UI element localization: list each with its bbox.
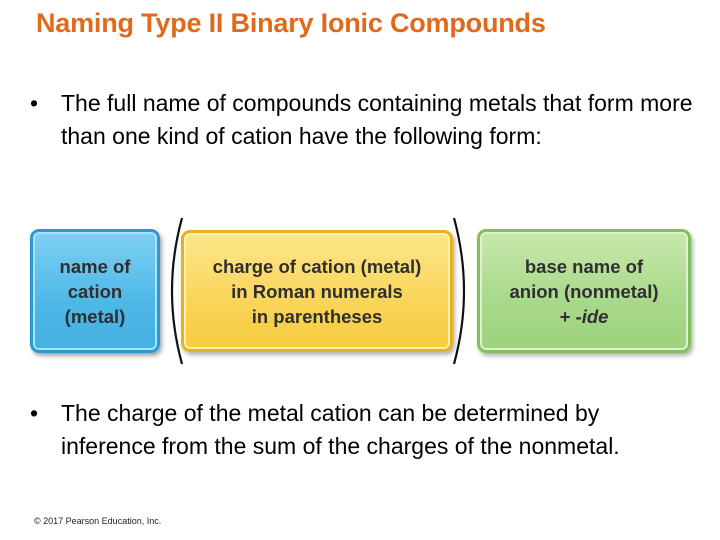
box-line: in Roman numerals	[231, 280, 403, 302]
box-line: cation	[67, 280, 123, 302]
bullet-marker: •	[30, 90, 39, 116]
box-line: name of	[59, 255, 131, 277]
box-line-suffix	[509, 304, 658, 329]
charge-roman-numeral-box	[181, 230, 453, 352]
box-line: (metal)	[64, 305, 126, 327]
copyright-notice: © 2017 Pearson Education, Inc.	[34, 516, 162, 526]
anion-base-name-box	[477, 229, 691, 353]
box-line: in parentheses	[251, 305, 383, 327]
bullet-point-1	[30, 87, 700, 153]
ide-suffix: -ide	[575, 305, 609, 327]
right-parenthesis	[448, 216, 476, 366]
bullet-text: The full name of compounds containing metals that form more than one kind of cation have the following form:	[61, 90, 693, 149]
bullet-point-2	[30, 397, 700, 463]
box-line: charge of cation (metal)	[212, 255, 422, 277]
box-line: anion (nonmetal)	[509, 280, 659, 302]
plus-sign: +	[559, 305, 571, 327]
cation-name-box	[30, 229, 160, 353]
bullet-text: The charge of the metal cation can be determined by inference from the sum of the charges of the nonmetal.	[61, 400, 620, 459]
slide-title: Naming Type II Binary Ionic Compounds	[36, 8, 546, 38]
box-line: base name of	[524, 255, 644, 277]
bullet-marker: •	[30, 400, 39, 426]
